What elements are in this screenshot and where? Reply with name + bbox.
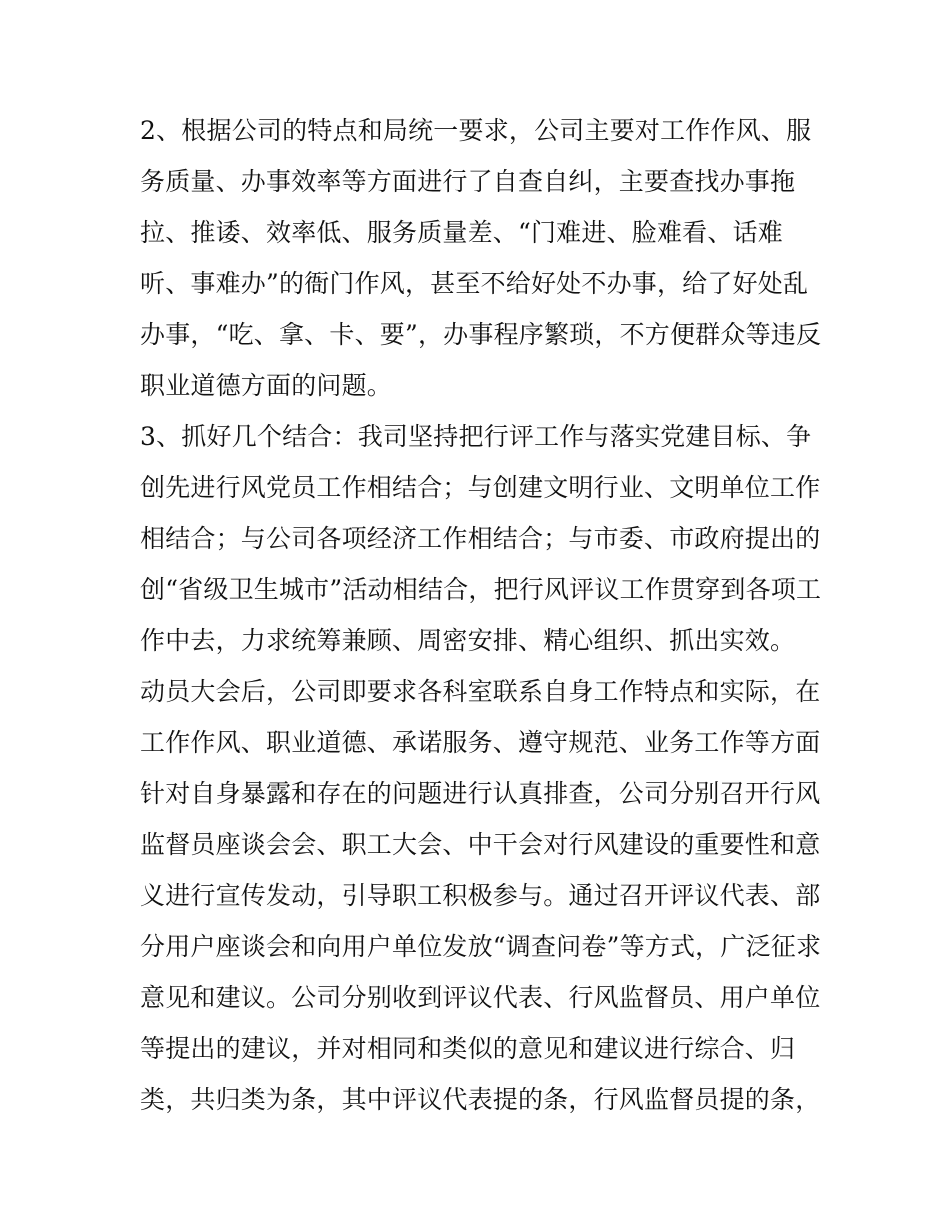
text-line: 相结合；与公司各项经济工作相结合；与市委、市政府提出的: [140, 524, 821, 553]
text-line: 拉、推诿、效率低、服务质量差、“门难进、脸难看、话难: [140, 218, 783, 247]
text-line: 工作作风、职业道德、承诺服务、遵守规范、业务工作等方面: [140, 728, 821, 757]
text-line: 3、抓好几个结合：我司坚持把行评工作与落实党建目标、争: [140, 422, 812, 451]
text-line: 义进行宣传发动，引导职工积极参与。通过召开评议代表、部: [140, 881, 821, 910]
text-line: 2、根据公司的特点和局统一要求，公司主要对工作作风、服: [140, 116, 812, 145]
document-body: [140, 105, 820, 1125]
text-line: 职业道德方面的问题。: [140, 371, 393, 400]
text-line: 动员大会后，公司即要求各科室联系自身工作特点和实际，在: [140, 677, 821, 706]
text-line: 意见和建议。公司分别收到评议代表、行风监督员、用户单位: [140, 983, 821, 1012]
text-line: 作中去，力求统筹兼顾、周密安排、精心组织、抓出实效。: [140, 626, 796, 655]
text-line: 创先进行风党员工作相结合；与创建文明行业、文明单位工作: [140, 473, 821, 502]
text-line: 类，共归类为条，其中评议代表提的条，行风监督员提的条，: [140, 1085, 821, 1114]
text-line: 听、事难办”的衙门作风，甚至不给好处不办事，给了好处乱: [140, 269, 809, 298]
text-line: 监督员座谈会会、职工大会、中干会对行风建设的重要性和意: [140, 830, 821, 859]
text-line: 分用户座谈会和向用户单位发放“调查问卷”等方式，广泛征求: [140, 932, 822, 961]
text-line: 创“省级卫生城市”活动相结合，把行风评议工作贯穿到各项工: [140, 575, 822, 604]
text-line: 办事，“吃、拿、卡、要”，办事程序繁琐，不方便群众等违反: [140, 320, 822, 349]
text-line: 针对自身暴露和存在的问题进行认真排查，公司分别召开行风: [140, 779, 821, 808]
text-line: 务质量、办事效率等方面进行了自查自纠，主要查找办事拖: [140, 167, 796, 196]
text-line: 等提出的建议，并对相同和类似的意见和建议进行综合、归: [140, 1034, 796, 1063]
